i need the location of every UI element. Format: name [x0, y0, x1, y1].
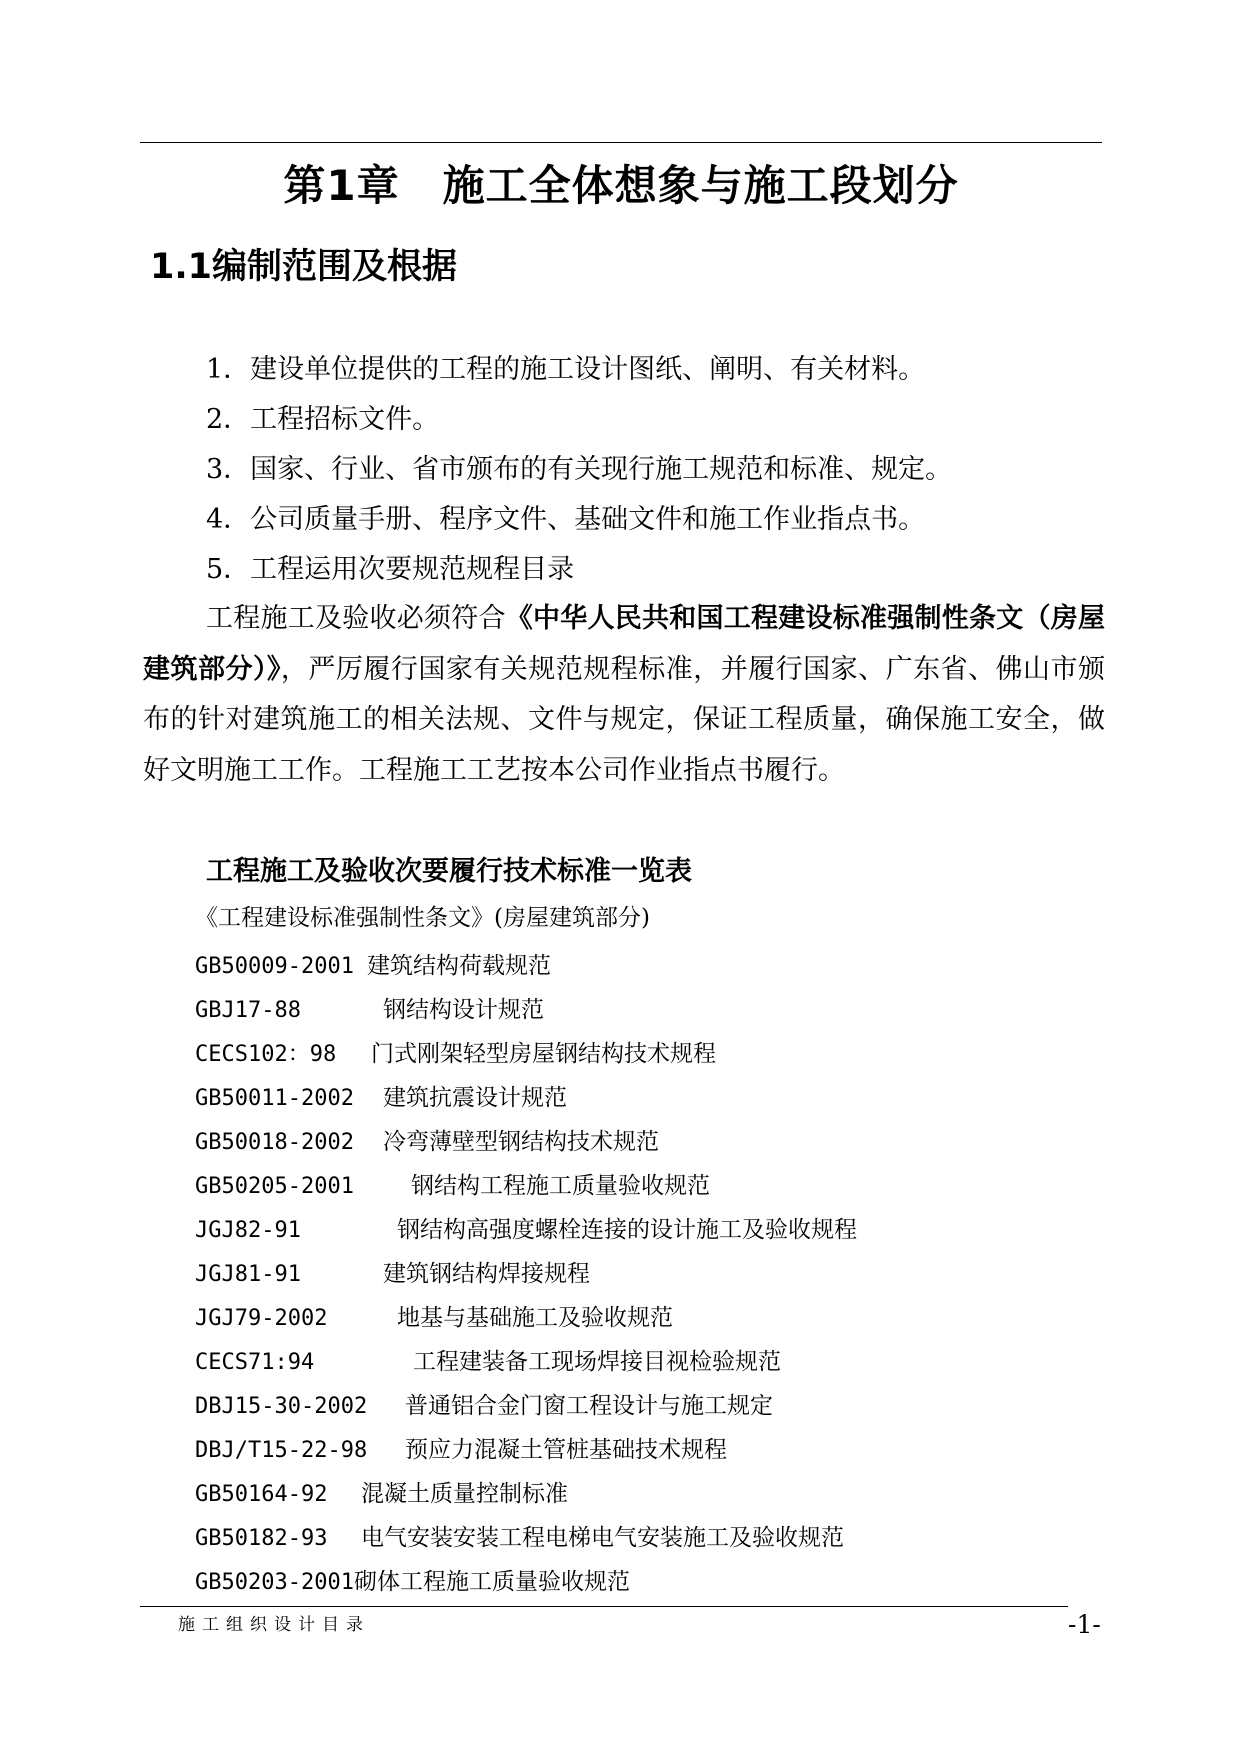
standard-code: DBJ15-30-2002 [195, 1394, 368, 1419]
standard-name: 普通铝合金门窗工程设计与施工规定 [405, 1393, 773, 1419]
footer-rule [140, 1606, 1068, 1607]
standard-row [195, 1560, 857, 1604]
standard-name: 冷弯薄壁型钢结构技术规范 [383, 1129, 659, 1155]
standard-row [195, 1120, 857, 1164]
chapter-title: 第1章 施工全体想象与施工段划分 [283, 161, 959, 210]
basis-item: 1．建设单位提供的工程的施工设计图纸、阐明、有关材料。 [206, 354, 926, 385]
basis-item: 3．国家、行业、省市颁布的有关现行施工规范和标准、规定。 [206, 454, 953, 485]
standard-code: DBJ/T15-22-98 [195, 1438, 368, 1463]
standard-row [195, 944, 857, 988]
standard-row [195, 1384, 857, 1428]
standard-row [195, 1516, 857, 1560]
paragraph-body: ，严厉履行国家有关规范规程标准，并履行国家、广东省、佛山市颁布的针对建筑施工的相关法规、文件与规定，保证工程质量，确保施工安全，做好文明施工工作。工程施工工艺按本公司作业指点书履行。 [143, 653, 1106, 786]
compliance-paragraph [143, 594, 1105, 796]
standard-row [195, 1208, 857, 1252]
standard-name: 钢结构工程施工质量验收规范 [411, 1173, 710, 1199]
section-title: 1.1编制范围及根据 [150, 247, 458, 287]
standard-row [195, 988, 857, 1032]
standard-name: 工程建装备工现场焊接目视检验规范 [413, 1349, 781, 1375]
standard-name: 混凝土质量控制标准 [361, 1481, 568, 1507]
standard-row [195, 1296, 857, 1340]
standard-code: GB50182-93 [195, 1526, 328, 1551]
standard-row [195, 1076, 857, 1120]
standard-code: CECS102：98 [195, 1042, 337, 1067]
page-number: -1- [1068, 1610, 1101, 1639]
basis-item: 5．工程运用次要规范规程目录 [206, 554, 575, 585]
header-rule [140, 142, 1102, 143]
standard-name: 门式刚架轻型房屋钢结构技术规程 [371, 1041, 716, 1067]
standard-code: JGJ81-91 [195, 1262, 301, 1287]
standard-row [195, 1340, 857, 1384]
standard-row [195, 1164, 857, 1208]
standard-name: 建筑钢结构焊接规程 [383, 1261, 590, 1287]
standards-table-title: 工程施工及验收次要履行技术标准一览表 [206, 856, 692, 887]
standard-code: GB50203-2001 [195, 1570, 354, 1595]
paragraph-standard-title: 《中华人民共和国工程建设标准强制性条文（房屋建筑部分）》 [143, 603, 1105, 685]
standard-row [195, 1428, 857, 1472]
standards-list [195, 944, 857, 1604]
standard-name: 地基与基础施工及验收规范 [397, 1305, 673, 1331]
standard-code: GBJ17-88 [195, 998, 301, 1023]
standard-name: 砌体工程施工质量验收规范 [353, 1569, 630, 1595]
paragraph-lead: 工程施工及验收必须符合 [206, 603, 506, 634]
standard-row [195, 1472, 857, 1516]
standard-name: 建筑结构荷载规范 [367, 953, 551, 979]
basis-item: 2．工程招标文件。 [206, 404, 440, 435]
standard-row [195, 1252, 857, 1296]
standard-row [195, 1032, 857, 1076]
standard-code: JGJ82-91 [195, 1218, 301, 1243]
standard-code: GB50205-2001 [195, 1174, 354, 1199]
standard-name: 预应力混凝土管桩基础技术规程 [405, 1437, 727, 1463]
standard-code: GB50009-2001 [195, 954, 354, 979]
standard-code: CECS71:94 [195, 1350, 315, 1375]
standard-code: GB50018-2002 [195, 1130, 354, 1155]
standard-name: 钢结构高强度螺栓连接的设计施工及验收规程 [397, 1217, 857, 1243]
basis-list [206, 345, 952, 595]
standard-code: GB50011-2002 [195, 1086, 354, 1111]
standard-name: 电气安装安装工程电梯电气安装施工及验收规范 [361, 1525, 844, 1551]
standard-code: GB50164-92 [195, 1482, 328, 1507]
standard-name: 钢结构设计规范 [383, 997, 544, 1023]
standard-code: JGJ79-2002 [195, 1306, 328, 1331]
basis-item: 4．公司质量手册、程序文件、基础文件和施工作业指点书。 [206, 504, 926, 535]
standard-name: 建筑抗震设计规范 [383, 1085, 567, 1111]
footer-label: 施工组织设计目录 [178, 1615, 370, 1635]
standards-lead: 《工程建设标准强制性条文》(房屋建筑部分) [195, 905, 650, 931]
